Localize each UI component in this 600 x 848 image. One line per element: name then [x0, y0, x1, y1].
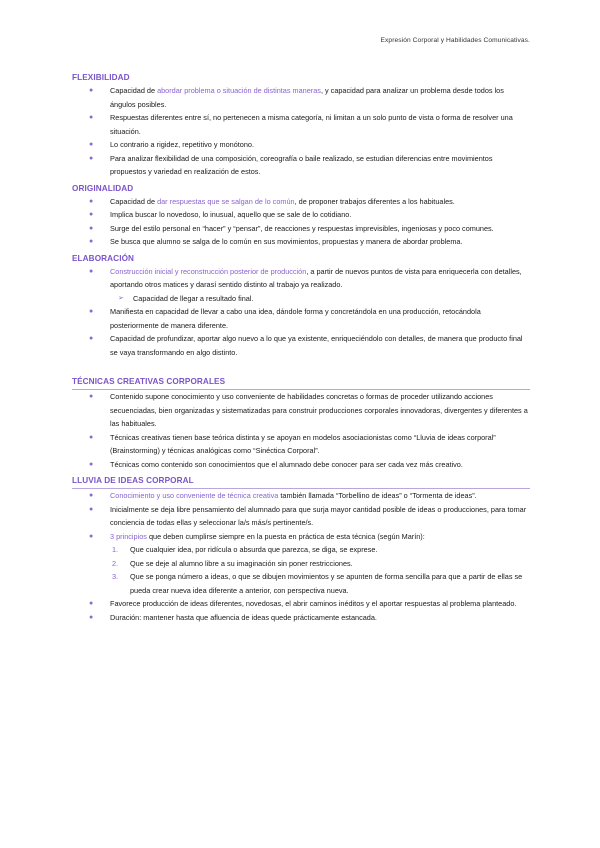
list-item: ● Favorece producción de ideas diferentes, novedosas, el abrir caminos inéditos y el aportar respuestas al problema planteado. — [72, 597, 530, 611]
number-marker: 3. — [112, 572, 119, 581]
list-item: ● Construcción inicial y reconstrucción posterior de producción, a partir de nuevos puntos de vista para enriquecerla con detalles, aportando otros matices y darasí sentido distinto al trabajo ya realizado. ➢ Capacidad de llegar a resultado final. — [72, 265, 530, 306]
list-item: ● Técnicas como contenido son conocimientos que el alumnado debe conocer para ser cada vez más creativo. — [72, 458, 530, 472]
bullet-icon: ● — [89, 492, 94, 499]
bullet-icon: ● — [89, 238, 94, 245]
section-title: ELABORACIÓN — [72, 253, 135, 263]
bullet-icon: ● — [89, 308, 94, 315]
number-marker: 1. — [112, 545, 119, 554]
section-elaboracion — [72, 253, 530, 360]
list-item: ● Manifiesta en capacidad de llevar a cabo una idea, dándole forma y concretándola en una producción, retocándola posteriormente de manera diferente. — [89, 307, 481, 330]
running-header: Expresión Corporal y Habilidades Comunicativas. — [380, 37, 530, 44]
bullet-icon: ● — [89, 613, 94, 621]
list-item: ● 3 principios que deben cumplirse siempre en la puesta en práctica de esta técnica (según Marín): 1. Que cualquier idea, por ridícula o absurda que parezca, se diga, se exprese. 2. Que se deje al alumno libre a su imaginación sin poner restricciones. 3. Que se ponga número a ideas, o que se dibujen movimientos y se apunten de forma sencilla para que a partir de ellas se pueda crear nueva idea diferente a anterior, con perspectiva nueva. — [72, 530, 530, 598]
section-title: TÉCNICAS CREATIVAS CORPORALES — [72, 376, 530, 390]
bullet-icon: ● — [89, 600, 94, 607]
sub-list-item: ➢ Capacidad de llegar a resultado final. — [110, 292, 530, 306]
bullet-icon: ● — [89, 532, 94, 540]
numbered-item: 3. Que se ponga número a ideas, o que se dibujen movimientos y se apunten de forma sencilla para que a partir de ellas se pueda crear nueva idea diferente a anterior, con perspectiva nueva. — [112, 572, 523, 595]
section-tecnicas — [72, 376, 530, 471]
bullet-icon: ● — [89, 114, 94, 121]
section-title: FLEXIBILIDAD — [72, 73, 130, 82]
list-item: ● Contenido supone conocimiento y uso conveniente de habilidades concretas o formas de proceder utilizando acciones secuenciadas, bien organizadas y sistematizadas para construir producciones corporales innovadoras, divergentes y diferentes a las habituales. — [89, 392, 528, 428]
document-body — [72, 72, 530, 624]
arrow-bullet-icon: ➢ — [118, 294, 124, 302]
bullet-icon: ● — [89, 211, 94, 218]
list-item: ● Surge del estilo personal en “hacer” y “pensar”, de reacciones y respuestas imprevisibles, ingeniosas y poco comunes. — [72, 222, 530, 236]
section-originalidad — [72, 183, 530, 249]
list-item: ● Técnicas creativas tienen base teórica distinta y se apoyan en modelos asociacionistas como “Lluvia de ideas corporal” (Brainstorming) y técnicas analógicas como “Sinéctica Corporal”. — [89, 432, 496, 455]
list-item: ● Duración: mantener hasta que afluencia de ideas quede prácticamente estancada. — [72, 611, 530, 625]
list-item: ● Lo contrario a rigidez, repetitivo y monótono. — [72, 138, 530, 152]
bullet-icon: ● — [89, 267, 94, 275]
bullet-icon: ● — [89, 460, 94, 468]
numbered-item: 1. Que cualquier idea, por ridícula o absurda que parezca, se diga, se exprese. — [110, 543, 530, 557]
bullet-icon: ● — [89, 505, 94, 513]
list-item: ● Capacidad de profundizar, aportar algo nuevo a lo que ya existente, enriqueciéndolo con detalles, de manera que producto final se vaya transformando en algo distinto. — [89, 334, 523, 357]
list-item: ● Inicialmente se deja libre pensamiento del alumnado para que surja mayor cantidad posible de ideas o producciones, para tomar conciencia de todas ellas y seleccionar la/s más/s pertinente/s. — [89, 504, 527, 527]
bullet-icon: ● — [89, 87, 94, 94]
list-item: ● Capacidad de dar respuestas que se salgan de lo común, de proponer trabajos diferentes a los habituales. — [72, 195, 530, 209]
section-title: ORIGINALIDAD — [72, 183, 134, 193]
list-item: ● Para analizar flexibilidad de una composición, coreografía o baile realizado, se estudian diferencias entre movimientos propuestos y variedad en realización de estos. — [89, 153, 493, 176]
list-item: ● Respuestas diferentes entre sí, no pertenecen a misma categoría, ni limitan a un solo punto de vista o forma de resolver una situación. — [89, 113, 513, 136]
list-item: ● Se busca que alumno se salga de lo común en sus movimientos, propuestas y manera de abordar problema. — [72, 235, 530, 249]
numbered-item: 2. Que se deje al alumno libre a su imaginación sin poner restricciones. — [110, 557, 530, 571]
number-marker: 2. — [112, 558, 119, 568]
section-title: LLUVIA DE IDEAS CORPORAL — [72, 475, 530, 489]
bullet-icon: ● — [89, 433, 94, 441]
bullet-icon: ● — [89, 197, 94, 205]
list-item: ● Implica buscar lo novedoso, lo inusual, aquello que se sale de lo cotidiano. — [72, 208, 530, 222]
bullet-icon: ● — [89, 393, 94, 400]
section-lluvia-de-ideas — [72, 475, 530, 624]
bullet-icon: ● — [89, 335, 94, 342]
list-item: ● Conocimiento y uso conveniente de técnica creativa también llamada “Torbellino de ideas” o “Tormenta de ideas”. — [72, 489, 530, 503]
bullet-icon: ● — [89, 141, 94, 148]
list-item: ● Capacidad de abordar problema o situación de distintas maneras, y capacidad para analizar un problema desde todos los ángulos posibles. — [89, 86, 504, 109]
bullet-icon: ● — [89, 224, 94, 232]
section-flexibilidad — [72, 72, 530, 179]
bullet-icon: ● — [89, 154, 94, 162]
